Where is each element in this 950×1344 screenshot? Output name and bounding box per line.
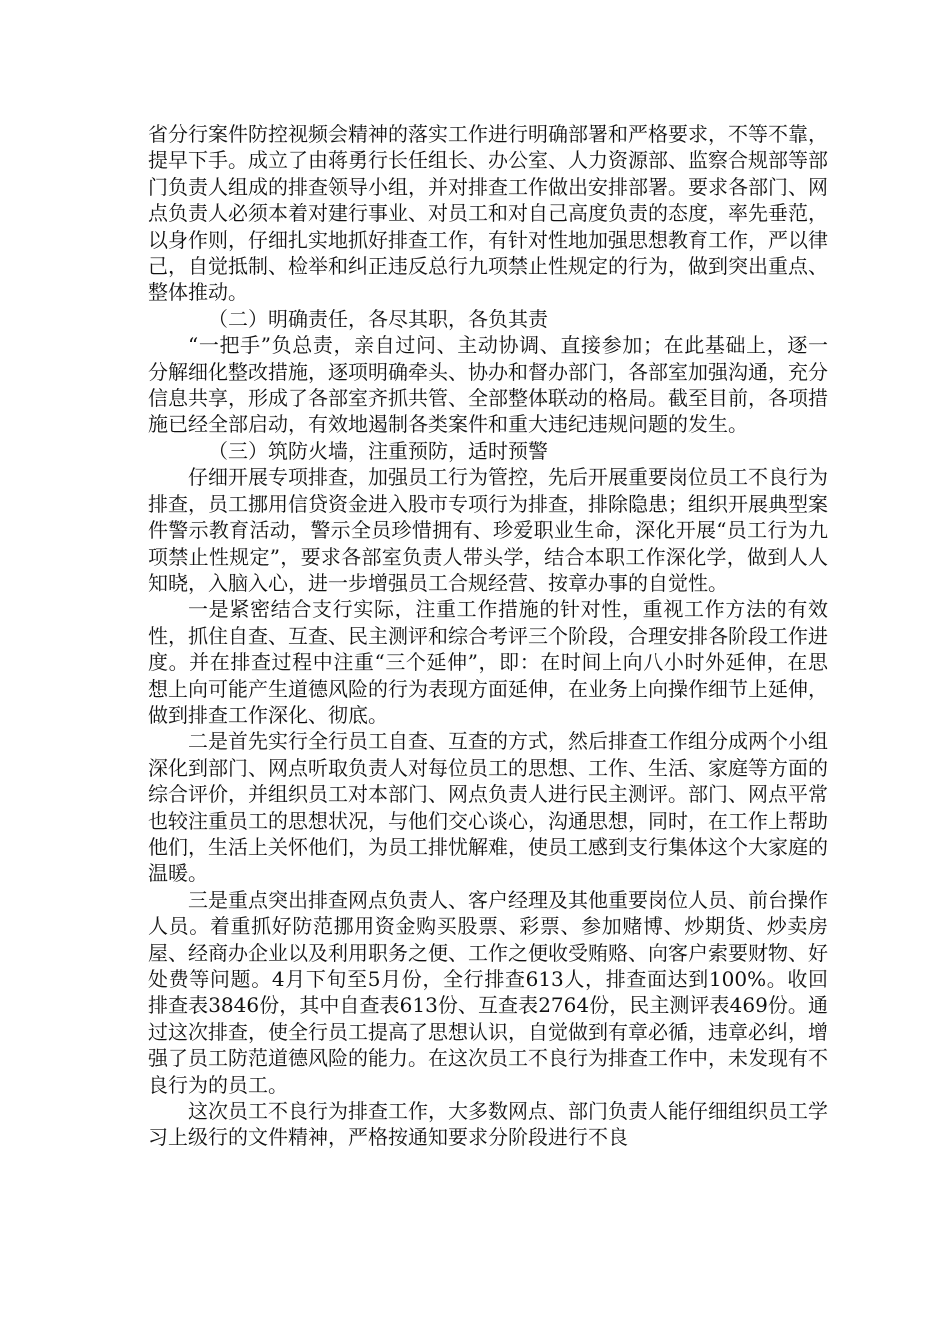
document-page [148, 121, 828, 1151]
body-paragraph-4: 一是紧密结合支行实际，注重工作措施的针对性，重视工作方法的有效性，抓住自查、互查、民主测评和综合考评三个阶段，合理安排各阶段工作进度。并在排查过程中注重“三个延伸”，即：在时间上向八小时外延伸，在思想上向可能产生道德风险的行为表现方面延伸，在业务上向操作细节上延伸，做到排查工作深化、彻底。 [148, 597, 828, 727]
section-heading-2: （二）明确责任，各尽其职，各负其责 [208, 306, 548, 331]
section-heading-3: （三）筑防火墙，注重预防，适时预警 [208, 438, 548, 463]
body-paragraph-6: 三是重点突出排查网点负责人、客户经理及其他重要岗位人员、前台操作人员。着重抓好防范挪用资金购买股票、彩票、参加赌博、炒期货、炒卖房屋、经商办企业以及利用职务之便、工作之便收受贿赂、向客户索要财物、好处费等问题。4月下旬至5月份，全行排查613人，排查面达到100%。收回排查表3846份，其中自查表613份、互查表2764份，民主测评表469份。通过这次排查，使全行员工提高了思想认识，自觉做到有章必循，违章必纠，增强了员工防范道德风险的能力。在这次员工不良行为排查工作中，未发现有不良行为的员工。 [148, 887, 828, 1097]
body-paragraph-1: 省分行案件防控视频会精神的落实工作进行明确部署和严格要求，不等不靠，提早下手。成立了由蒋勇行长任组长、办公室、人力资源部、监察合规部等部门负责人组成的排查领导小组，并对排查工作做出安排部署。要求各部门、网点负责人必须本着对建行事业、对员工和对自己高度负责的态度，率先垂范，以身作则，仔细扎实地抓好排查工作，有针对性地加强思想教育工作，严以律己，自觉抵制、检举和纠正违反总行九项禁止性规定的行为，做到突出重点、整体推动。 [148, 122, 828, 305]
body-paragraph-3: 仔细开展专项排查，加强员工行为管控，先后开展重要岗位员工不良行为排查，员工挪用信贷资金进入股市专项行为排查，排除隐患；组织开展典型案件警示教育活动，警示全员珍惜拥有、珍爱职业生命，深化开展“员工行为九项禁止性规定”，要求各部室负责人带头学，结合本职工作深化学，做到人人知晓，入脑入心，进一步增强员工合规经营、按章办事的自觉性。 [148, 465, 828, 595]
body-paragraph-5: 二是首先实行全行员工自查、互查的方式，然后排查工作组分成两个小组深化到部门、网点听取负责人对每位员工的思想、工作、生活、家庭等方面的综合评价，并组织员工对本部门、网点负责人进行民主测评。部门、网点平常也较注重员工的思想状况，与他们交心谈心，沟通思想，同时，在工作上帮助他们，生活上关怀他们，为员工排忧解难，使员工感到支行集体这个大家庭的温暖。 [148, 729, 828, 886]
body-paragraph-2: “一把手”负总责，亲自过问、主动协调、直接参加；在此基础上，逐一分解细化整改措施，逐项明确牵头、协办和督办部门，各部室加强沟通，充分信息共享，形成了各部室齐抓共管、全部整体联动的格局。截至目前，各项措施已经全部启动，有效地遏制各类案件和重大违纪违规问题的发生。 [148, 333, 828, 437]
body-paragraph-7: 这次员工不良行为排查工作，大多数网点、部门负责人能仔细组织员工学习上级行的文件精神，严格按通知要求分阶段进行不良 [148, 1099, 828, 1150]
